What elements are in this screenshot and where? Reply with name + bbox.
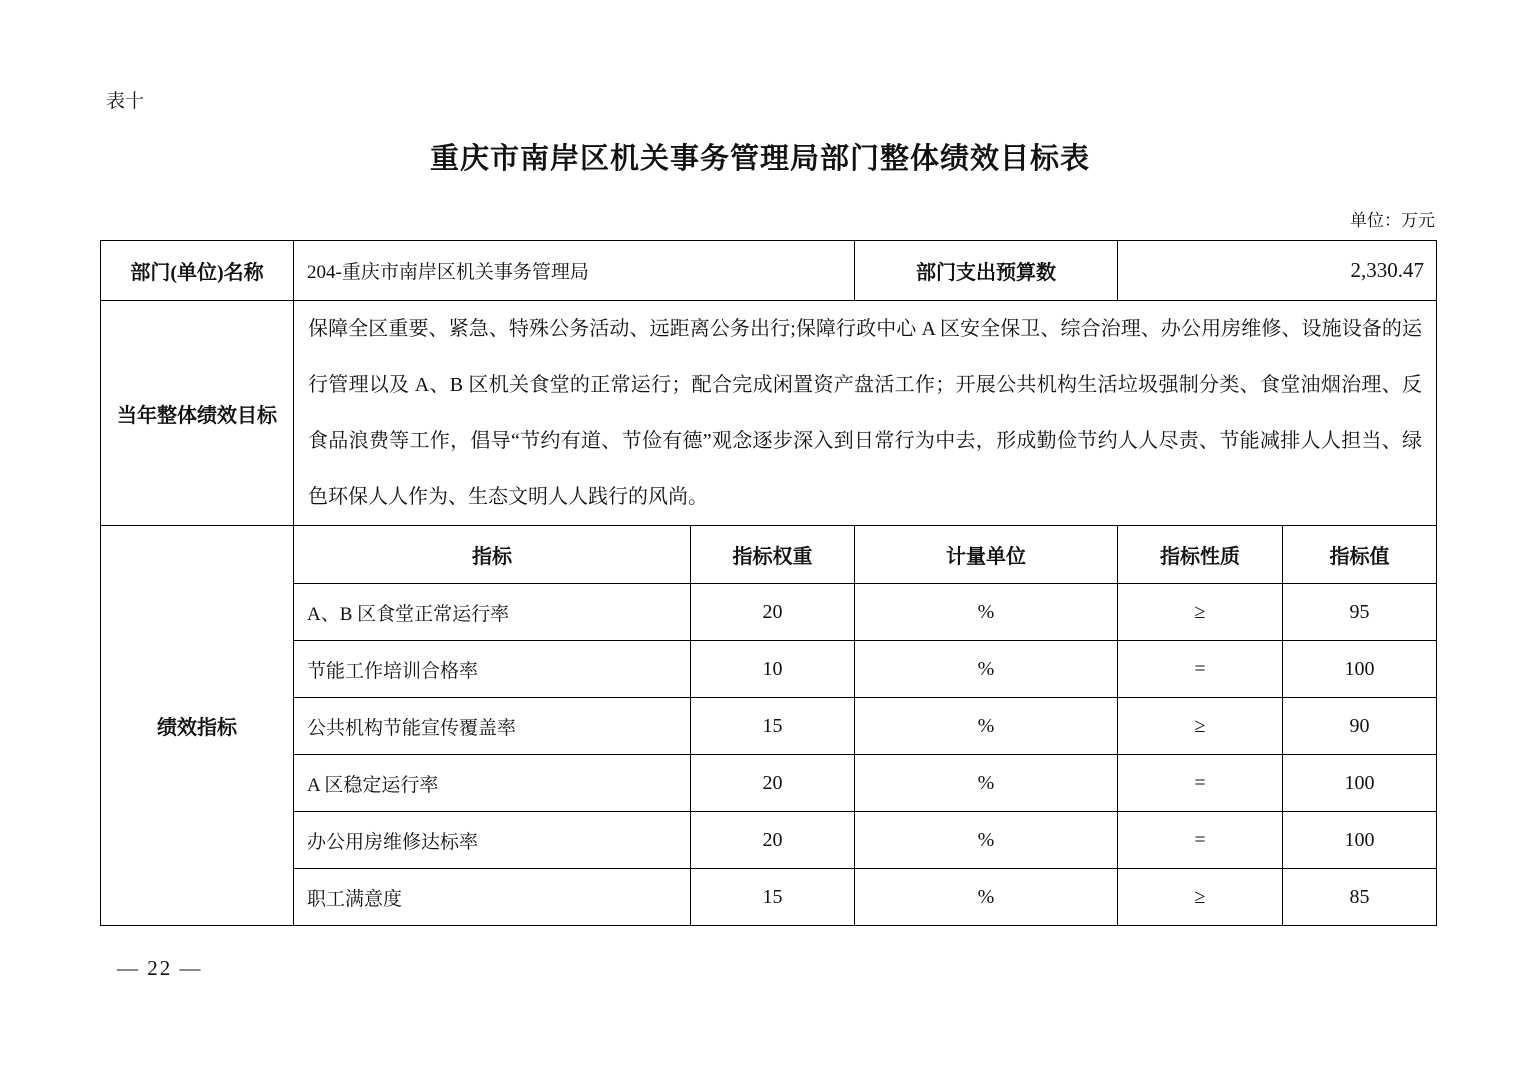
indicator-weight-cell: 20 <box>691 812 855 869</box>
indicator-row <box>101 812 1437 869</box>
goal-row <box>101 301 1437 526</box>
dept-row <box>101 241 1437 301</box>
header-value: 指标值 <box>1283 526 1437 584</box>
indicator-weight-cell: 20 <box>691 755 855 812</box>
indicator-name-cell: 职工满意度 <box>294 869 691 926</box>
dept-name-value: 204-重庆市南岸区机关事务管理局 <box>294 241 855 301</box>
indicator-value-cell: 100 <box>1283 755 1437 812</box>
indicator-nature-cell: = <box>1118 755 1283 812</box>
goal-text: 保障全区重要、紧急、特殊公务活动、远距离公务出行;保障行政中心 A 区安全保卫、综合治理、办公用房维修、设施设备的运行管理以及 A、B 区机关食堂的正常运行；配合完成闲置资产盘活工作；开展公共机构生活垃圾强制分类、食堂油烟治理、反食品浪费等工作，倡导“节约有道、节俭有德”观念逐步深入到日常行为中去，形成勤俭节约人人尽责、节能减排人人担当、绿色环保人人作为、生态文明人人践行的风尚。 <box>294 301 1437 526</box>
indicator-row <box>101 584 1437 641</box>
indicator-unit-cell: % <box>855 755 1118 812</box>
indicator-value-cell: 100 <box>1283 641 1437 698</box>
indicator-name-cell: 节能工作培训合格率 <box>294 641 691 698</box>
indicator-unit-cell: % <box>855 698 1118 755</box>
indicator-weight-cell: 20 <box>691 584 855 641</box>
budget-label: 部门支出预算数 <box>855 241 1118 301</box>
performance-target-table <box>100 240 1437 926</box>
indicator-name-cell: A、B 区食堂正常运行率 <box>294 584 691 641</box>
header-nature: 指标性质 <box>1118 526 1283 584</box>
indicator-name-cell: A 区稳定运行率 <box>294 755 691 812</box>
indicator-nature-cell: ≥ <box>1118 698 1283 755</box>
indicator-weight-cell: 15 <box>691 698 855 755</box>
indicator-weight-cell: 10 <box>691 641 855 698</box>
table-number-label: 表十 <box>106 91 145 112</box>
budget-value: 2,330.47 <box>1118 241 1437 301</box>
indicators-label: 绩效指标 <box>101 526 294 926</box>
indicator-weight-cell: 15 <box>691 869 855 926</box>
page-title: 重庆市南岸区机关事务管理局部门整体绩效目标表 <box>429 143 1090 175</box>
header-indicator: 指标 <box>294 526 691 584</box>
indicator-header-row <box>101 526 1437 584</box>
indicator-row <box>101 641 1437 698</box>
indicator-row <box>101 755 1437 812</box>
indicator-row <box>101 698 1437 755</box>
indicator-nature-cell: = <box>1118 812 1283 869</box>
indicator-value-cell: 95 <box>1283 584 1437 641</box>
indicator-unit-cell: % <box>855 812 1118 869</box>
indicator-value-cell: 100 <box>1283 812 1437 869</box>
goal-label: 当年整体绩效目标 <box>101 301 294 526</box>
indicator-name-cell: 办公用房维修达标率 <box>294 812 691 869</box>
indicator-nature-cell: ≥ <box>1118 869 1283 926</box>
unit-note: 单位：万元 <box>1350 211 1435 230</box>
indicator-unit-cell: % <box>855 641 1118 698</box>
header-weight: 指标权重 <box>691 526 855 584</box>
indicator-value-cell: 85 <box>1283 869 1437 926</box>
indicator-name-cell: 公共机构节能宣传覆盖率 <box>294 698 691 755</box>
indicator-nature-cell: ≥ <box>1118 584 1283 641</box>
indicator-unit-cell: % <box>855 869 1118 926</box>
indicator-value-cell: 90 <box>1283 698 1437 755</box>
dept-name-label: 部门(单位)名称 <box>101 241 294 301</box>
indicator-row <box>101 869 1437 926</box>
indicator-nature-cell: = <box>1118 641 1283 698</box>
indicator-unit-cell: % <box>855 584 1118 641</box>
header-unit: 计量单位 <box>855 526 1118 584</box>
page-number: — 22 — <box>117 956 203 980</box>
